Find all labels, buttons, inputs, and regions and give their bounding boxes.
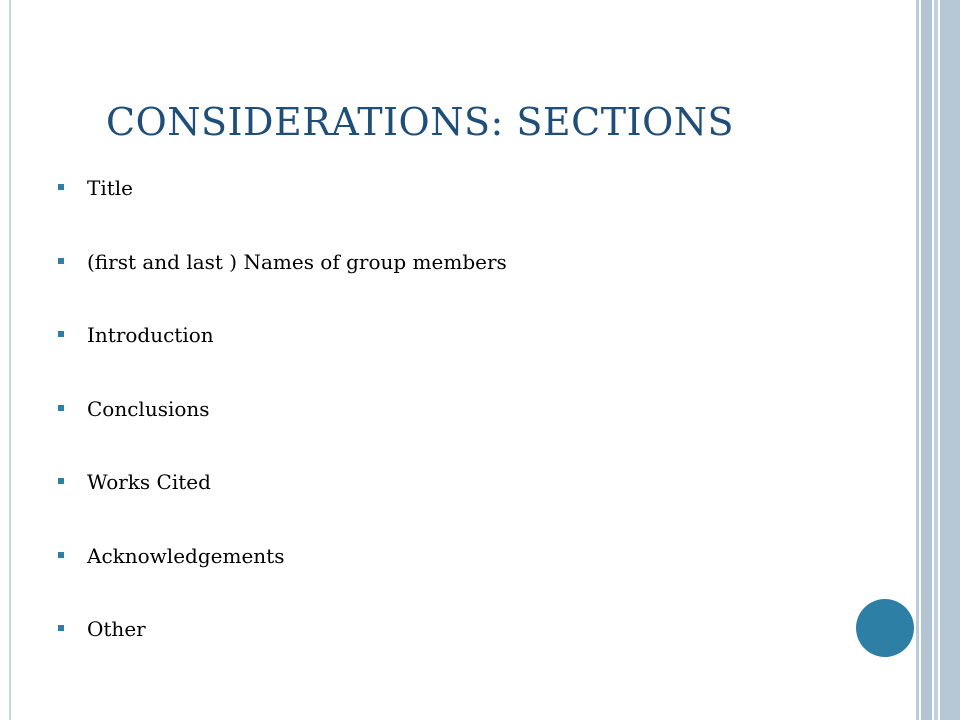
list-item	[58, 317, 507, 391]
decorative-bar	[916, 0, 919, 720]
list-item	[58, 244, 507, 318]
decorative-bar	[921, 0, 932, 720]
list-item-label: Introduction	[87, 323, 214, 347]
circle-decoration	[856, 599, 914, 657]
list-item-label: Other	[87, 617, 146, 641]
square-bullet-icon	[58, 331, 64, 337]
list-item	[58, 611, 507, 685]
list-item-label: Title	[87, 176, 134, 200]
list-item	[58, 391, 507, 465]
list-item-label: (first and last ) Names of group members	[87, 249, 507, 274]
square-bullet-icon	[58, 184, 64, 190]
square-bullet-icon	[58, 478, 64, 484]
decorative-bar	[940, 0, 960, 720]
list-item-label: Works Cited	[87, 470, 211, 494]
list-item-label: Acknowledgements	[87, 543, 285, 568]
slide-title: CONSIDERATIONS: SECTIONS	[106, 100, 735, 144]
right-decorative-bars	[916, 0, 960, 720]
list-item	[58, 170, 507, 244]
square-bullet-icon	[58, 405, 64, 411]
list-item-label: Conclusions	[87, 396, 210, 421]
bullet-list	[58, 170, 507, 685]
square-bullet-icon	[58, 258, 64, 264]
square-bullet-icon	[58, 625, 64, 631]
square-bullet-icon	[58, 552, 64, 558]
list-item	[58, 464, 507, 538]
left-border-line	[9, 0, 11, 720]
decorative-bar	[934, 0, 938, 720]
list-item	[58, 538, 507, 612]
